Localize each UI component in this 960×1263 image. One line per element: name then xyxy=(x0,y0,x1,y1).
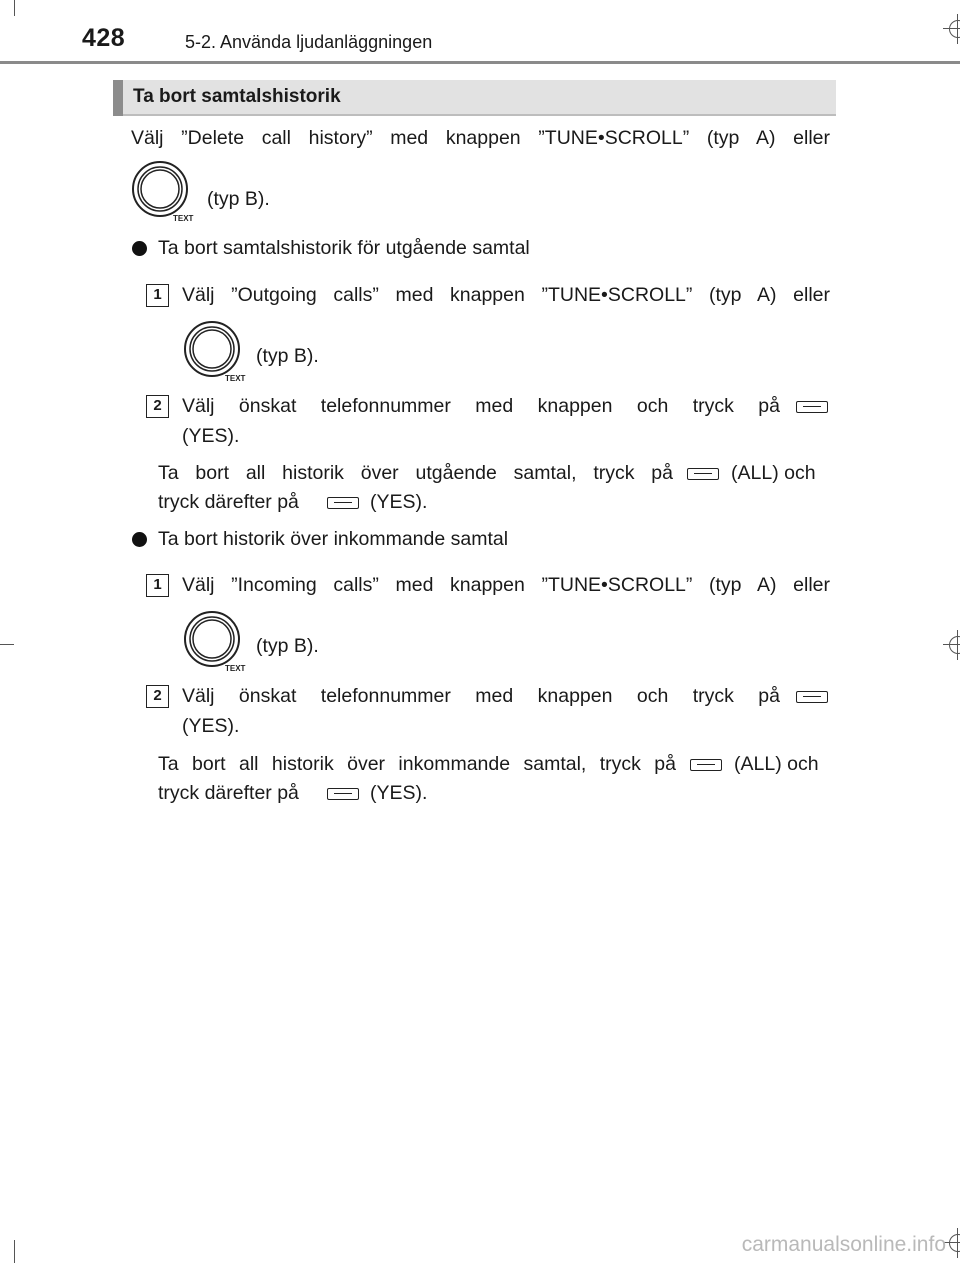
section-heading xyxy=(113,80,836,116)
yes-button-icon xyxy=(796,691,828,703)
intro-typb: (typ B). xyxy=(207,188,270,210)
outgoing-note-line1: Ta bort all historik över utgående samtal, tryck på xyxy=(158,462,673,484)
crop-tick xyxy=(14,1240,15,1263)
section-heading-text: Ta bort samtalshistorik xyxy=(133,86,341,107)
knob-text-label: TEXT xyxy=(173,214,194,222)
outgoing-step2-yes: (YES). xyxy=(182,425,240,447)
outgoing-step1-typb: (typ B). xyxy=(256,345,319,367)
tune-knob-icon xyxy=(182,610,254,672)
step-number-badge: 2 xyxy=(146,685,169,708)
watermark: carmanualsonline.info xyxy=(741,1233,946,1256)
incoming-note-all: (ALL) och xyxy=(734,753,819,775)
all-button-icon xyxy=(687,468,719,480)
outgoing-heading: Ta bort samtalshistorik för utgående samtal xyxy=(158,237,530,259)
chapter-title: 5-2. Använda ljudanläggningen xyxy=(185,32,433,52)
step-number-badge: 2 xyxy=(146,395,169,418)
yes-button-icon xyxy=(327,497,359,509)
tune-knob-icon xyxy=(130,160,202,222)
section-heading-bar xyxy=(113,80,123,116)
outgoing-note-all: (ALL) och xyxy=(731,462,816,484)
outgoing-note-yes: (YES). xyxy=(370,491,428,513)
tune-knob-icon xyxy=(182,320,254,382)
bullet-icon xyxy=(132,532,147,547)
crop-mark-icon xyxy=(943,630,960,660)
incoming-step2-text: Välj önskat telefonnummer med knappen och tryck på xyxy=(182,685,780,707)
incoming-heading: Ta bort historik över inkommande samtal xyxy=(158,528,509,550)
outgoing-note-line2: tryck därefter på xyxy=(158,491,299,513)
crop-tick xyxy=(0,644,14,645)
intro-text: Välj ”Delete call history” med knappen ”TUNE•SCROLL” (typ A) eller xyxy=(131,127,830,149)
yes-button-icon xyxy=(796,401,828,413)
page-number: 428 xyxy=(82,24,126,52)
all-button-icon xyxy=(690,759,722,771)
incoming-note-yes: (YES). xyxy=(370,782,428,804)
incoming-note-line1: Ta bort all historik över inkommande samtal, tryck på xyxy=(158,753,676,775)
header-rule xyxy=(0,61,960,64)
incoming-note-line2: tryck därefter på xyxy=(158,782,299,804)
step-number-badge: 1 xyxy=(146,574,169,597)
incoming-step1-text: Välj ”Incoming calls” med knappen ”TUNE•SCROLL” (typ A) eller xyxy=(182,574,830,596)
outgoing-step2-text: Välj önskat telefonnummer med knappen och tryck på xyxy=(182,395,780,417)
crop-mark-icon xyxy=(943,14,960,44)
outgoing-step1-text: Välj ”Outgoing calls” med knappen ”TUNE•SCROLL” (typ A) eller xyxy=(182,284,830,306)
knob-text-label: TEXT xyxy=(225,374,246,382)
incoming-step1-typb: (typ B). xyxy=(256,635,319,657)
yes-button-icon xyxy=(327,788,359,800)
incoming-step2-yes: (YES). xyxy=(182,715,240,737)
bullet-icon xyxy=(132,241,147,256)
crop-tick xyxy=(14,0,15,16)
knob-text-label: TEXT xyxy=(225,664,246,672)
step-number-badge: 1 xyxy=(146,284,169,307)
